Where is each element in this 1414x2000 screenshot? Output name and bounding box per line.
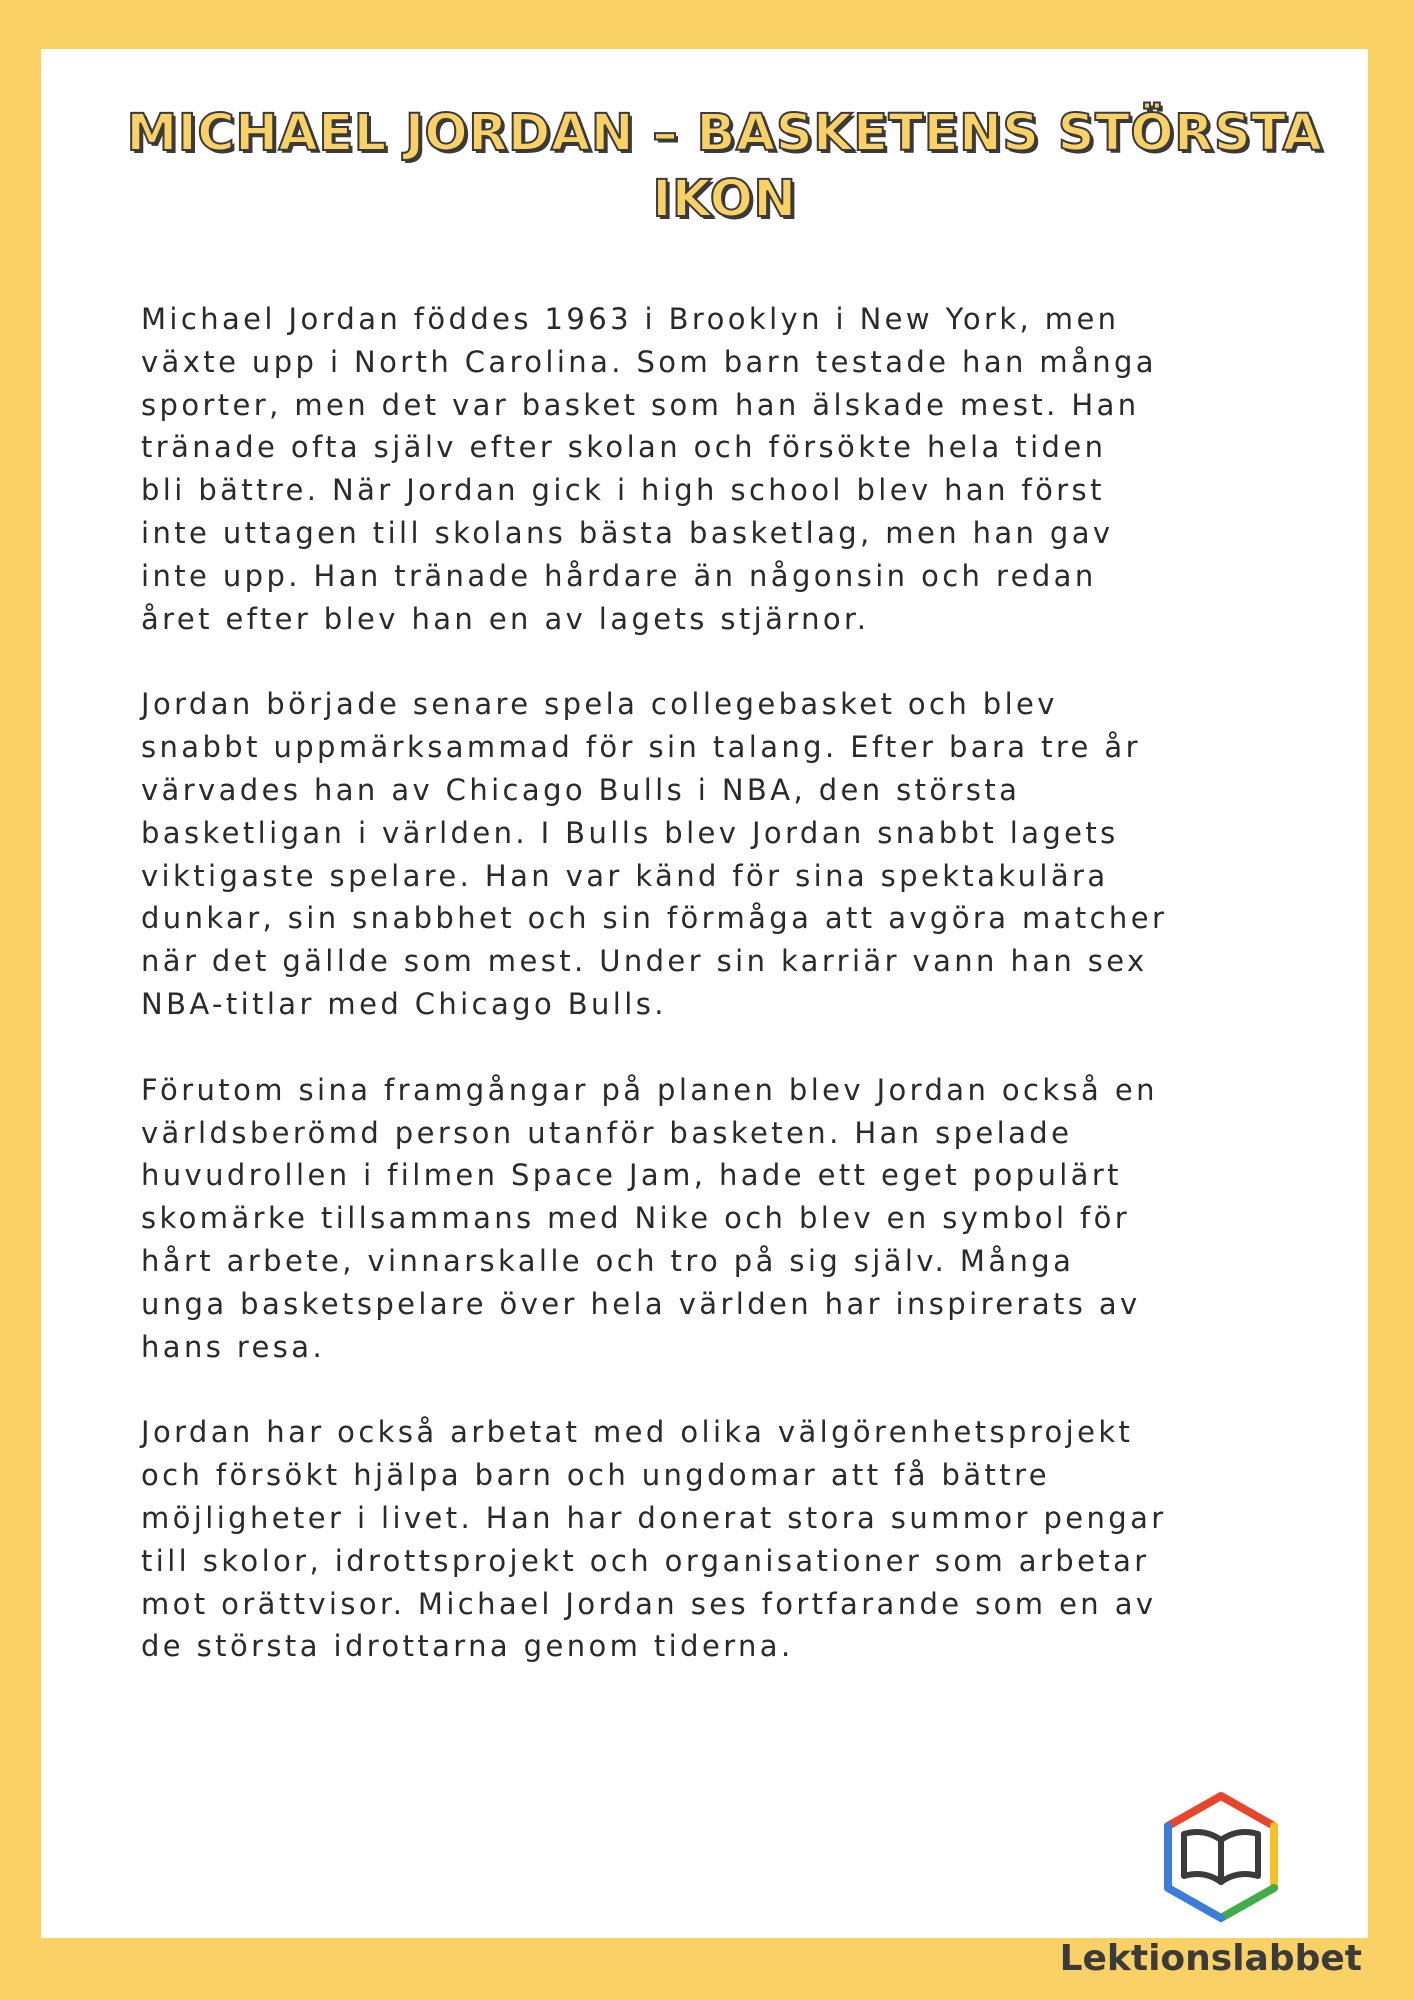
paragraph-2: Jordan började senare spela collegebasket och blev snabbt uppmärksammad för sin talang. Efter bara tre år värvades han av Chicago Bulls i NBA, den största basketligan i världen. I Bulls blev Jordan snabbt lagets viktigaste spelare. Han var känd för sina spektakulära dunkar, sin snabbhet och sin förmåga att avgöra matcher när det gällde som mest. Under sin karriär vann han sex NBA-titlar med Chicago Bulls. bbox=[141, 687, 1168, 1021]
paragraph-4: Jordan har också arbetat med olika välgörenhetsprojekt och försökt hjälpa barn och ungdomar att få bättre möjligheter i livet. Han har donerat stora summor pengar till skolor, idrottsprojekt och organisationer som arbetar mot orättvisor. Michael Jordan ses fortfarande som en av de största idrottarna genom tiderna. bbox=[141, 1415, 1167, 1664]
article-body bbox=[141, 298, 1291, 1711]
worksheet-page bbox=[41, 49, 1368, 1938]
brand-name: Lektionslabbet bbox=[1059, 1938, 1362, 1979]
page-title: MICHAEL JORDAN – BASKETENS STÖRSTA IKON bbox=[126, 104, 1323, 229]
open-book-icon bbox=[1160, 1790, 1282, 1924]
paragraph-1: Michael Jordan föddes 1963 i Brooklyn i New York, men växte upp i North Carolina. Som barn testade han många sporter, men det var basket som han älskade mest. Han tränade ofta själv efter skolan och försökte hela tiden bli bättre. När Jordan gick i high school blev han först inte uttagen till skolans bästa basketlag, men han gav inte upp. Han tränade hårdare än någonsin och redan året efter blev han en av lagets stjärnor. bbox=[141, 302, 1157, 636]
paragraph-3: Förutom sina framgångar på planen blev Jordan också en världsberömd person utanför basketen. Han spelade huvudrollen i filmen Space Jam, hade ett eget populärt skomärke tillsammans med Nike och blev en symbol för hårt arbete, vinnarskalle och tro på sig själv. Många unga basketspelare över hela världen har inspirerats av hans resa. bbox=[141, 1072, 1158, 1364]
